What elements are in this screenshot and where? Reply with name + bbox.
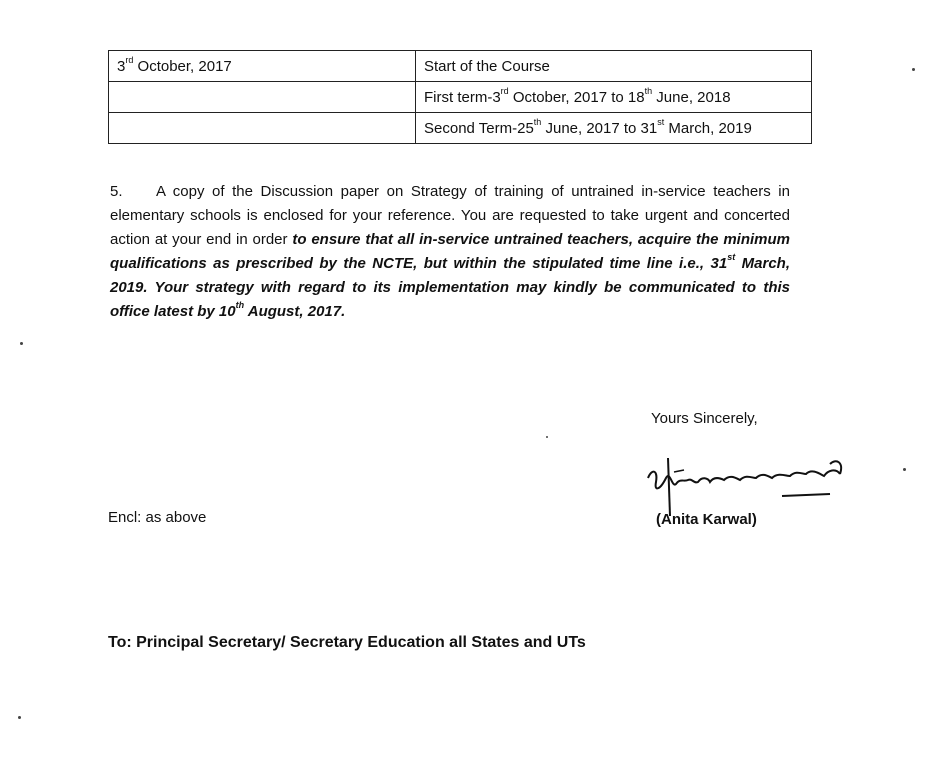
- scan-speck: [18, 716, 21, 719]
- event-text: June, 2017 to 31: [541, 119, 658, 137]
- paragraph-number: 5.: [110, 183, 123, 200]
- table-row: [109, 51, 812, 82]
- date-day: 3: [117, 57, 126, 75]
- schedule-table: [108, 50, 812, 144]
- event-suffix: rd: [500, 85, 509, 96]
- ordinal-suffix: th: [235, 300, 245, 310]
- paragraph-text: A copy of the Discussion paper on Strategy of training of untrained in-service teachers in elementary schools is enclosed for your reference. You are requested to take urgent and concerted action at your end in order: [110, 183, 790, 248]
- table-cell-date: [109, 82, 416, 113]
- table-cell-event: Start of the Course: [416, 51, 812, 82]
- scan-speck: [20, 342, 23, 345]
- paragraph-emphasis: August, 2017.: [244, 303, 346, 320]
- table-row: [109, 82, 812, 113]
- table-cell-date: [109, 113, 416, 144]
- table-cell-event: [416, 113, 812, 144]
- paragraph-emphasis: to ensure that all in-service untrained teachers, acquire the minimum qualifications as prescribed by the NCTE, but within the stipulated time line i.e., 31: [110, 231, 791, 272]
- event-suffix: th: [533, 116, 542, 127]
- event-text: March, 2019: [664, 119, 752, 137]
- date-suffix: rd: [125, 54, 134, 65]
- event-text: October, 2017 to 18: [508, 88, 645, 106]
- date-rest: October, 2017: [133, 57, 232, 75]
- table-cell-date: [109, 51, 416, 82]
- ordinal-suffix: st: [727, 252, 736, 262]
- scan-speck: [903, 468, 906, 471]
- addressee-line: To: Principal Secretary/ Secretary Education all States and UTs: [108, 634, 586, 651]
- event-text: June, 2018: [652, 88, 731, 106]
- closing-salutation: Yours Sincerely,: [651, 410, 758, 427]
- table-row: [109, 113, 812, 144]
- scan-speck: [912, 68, 915, 71]
- event-suffix: th: [644, 85, 653, 96]
- table-cell-event: [416, 82, 812, 113]
- paragraph-emphasis: March, 2019. Your strategy with regard to its implementation may kindly be communicated to this office latest by 10: [110, 255, 791, 320]
- enclosure-note: Encl: as above: [108, 509, 207, 526]
- event-suffix: st: [657, 116, 665, 127]
- signature-image: [640, 448, 860, 518]
- scan-speck: [546, 436, 548, 438]
- event-text: Second Term-25: [424, 119, 534, 137]
- paragraph-5: [110, 180, 790, 324]
- event-text: First term-3: [424, 88, 501, 106]
- signatory-name: (Anita Karwal): [656, 511, 757, 528]
